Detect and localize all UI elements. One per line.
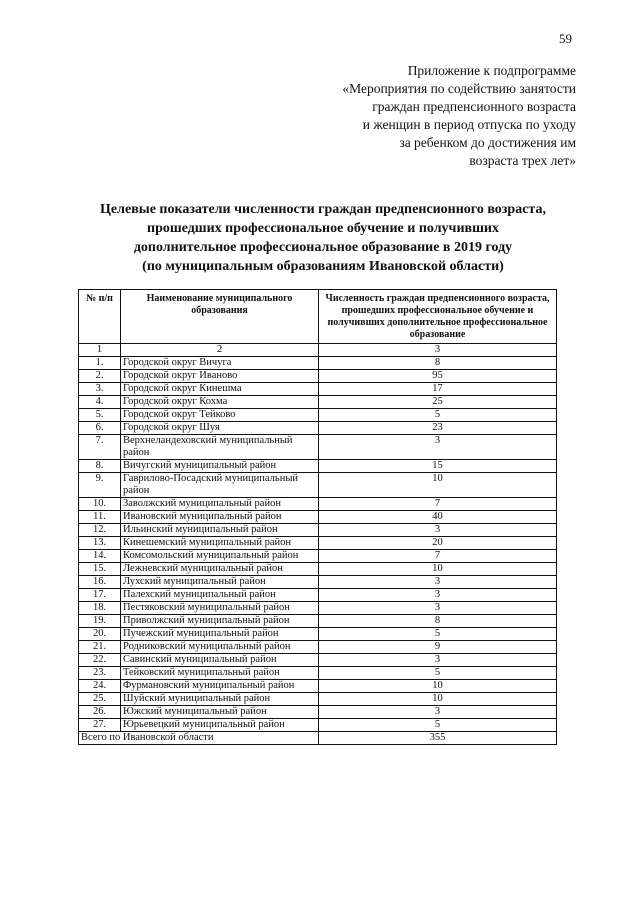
column-number: 2 (121, 344, 319, 357)
appendix-line: граждан предпенсионного возраста (372, 99, 576, 114)
row-municipality: Заволжский муниципальный район (121, 498, 319, 511)
row-municipality: Лухский муниципальный район (121, 576, 319, 589)
table-row (79, 422, 557, 435)
page-number: 59 (559, 31, 572, 46)
title-line: Целевые показатели численности граждан предпенсионного возраста, (100, 202, 546, 217)
table-row (79, 693, 557, 706)
table-row (79, 396, 557, 409)
row-municipality: Городской округ Кохма (121, 396, 319, 409)
row-number: 24. (79, 680, 121, 693)
indicators-table (78, 289, 557, 745)
row-municipality: Ильинский муниципальный район (121, 524, 319, 537)
table-body (79, 344, 557, 732)
column-number-row (79, 344, 557, 357)
row-number: 15. (79, 563, 121, 576)
row-value: 8 (319, 357, 557, 370)
column-number: 3 (319, 344, 557, 357)
row-number: 17. (79, 589, 121, 602)
row-municipality: Кинешемский муниципальный район (121, 537, 319, 550)
row-municipality: Тейковский муниципальный район (121, 667, 319, 680)
row-number: 11. (79, 511, 121, 524)
row-number: 16. (79, 576, 121, 589)
row-number: 13. (79, 537, 121, 550)
header-name: Наименование муниципального образования (121, 290, 319, 344)
row-municipality: Городской округ Кинешма (121, 383, 319, 396)
row-value: 10 (319, 680, 557, 693)
total-value: 355 (319, 732, 557, 745)
row-municipality: Городской округ Иваново (121, 370, 319, 383)
appendix-line: за ребенком до достижения им (399, 135, 576, 150)
table-row (79, 357, 557, 370)
table-row (79, 602, 557, 615)
title-line: (по муниципальным образованиям Ивановской области) (142, 259, 504, 274)
row-municipality: Вичугский муниципальный район (121, 460, 319, 473)
table-row (79, 498, 557, 511)
column-number: 1 (79, 344, 121, 357)
table-row (79, 524, 557, 537)
table-header-row (79, 290, 557, 344)
row-municipality: Комсомольский муниципальный район (121, 550, 319, 563)
row-number: 23. (79, 667, 121, 680)
row-value: 7 (319, 550, 557, 563)
row-value: 15 (319, 460, 557, 473)
table-row (79, 628, 557, 641)
row-value: 5 (319, 628, 557, 641)
row-value: 17 (319, 383, 557, 396)
row-number: 6. (79, 422, 121, 435)
table-row (79, 641, 557, 654)
total-label: Всего по Ивановской области (79, 732, 319, 745)
row-value: 20 (319, 537, 557, 550)
row-municipality: Городской округ Тейково (121, 409, 319, 422)
appendix-reference (256, 62, 576, 170)
row-value: 3 (319, 706, 557, 719)
row-municipality: Пучежский муниципальный район (121, 628, 319, 641)
appendix-line: Приложение к подпрограмме (407, 63, 576, 78)
row-municipality: Гаврилово-Посадский муниципальный район (121, 473, 319, 498)
table-row (79, 615, 557, 628)
row-value: 40 (319, 511, 557, 524)
row-municipality: Верхнеландеховский муниципальный район (121, 435, 319, 460)
total-row (79, 732, 557, 745)
table-row (79, 563, 557, 576)
row-number: 2. (79, 370, 121, 383)
row-municipality: Приволжский муниципальный район (121, 615, 319, 628)
row-value: 95 (319, 370, 557, 383)
row-value: 3 (319, 589, 557, 602)
row-municipality: Шуйский муниципальный район (121, 693, 319, 706)
row-value: 3 (319, 654, 557, 667)
table-row (79, 370, 557, 383)
table-row (79, 460, 557, 473)
row-number: 27. (79, 719, 121, 732)
row-value: 10 (319, 473, 557, 498)
row-municipality: Городской округ Шуя (121, 422, 319, 435)
row-municipality: Палехский муниципальный район (121, 589, 319, 602)
appendix-line: возраста трех лет» (469, 153, 576, 168)
title-line: дополнительное профессиональное образование в 2019 году (133, 240, 513, 255)
row-municipality: Родниковский муниципальный район (121, 641, 319, 654)
row-value: 25 (319, 396, 557, 409)
title-line: прошедших профессиональное обучение и получивших (147, 221, 499, 236)
table-row (79, 409, 557, 422)
row-number: 18. (79, 602, 121, 615)
row-number: 7. (79, 435, 121, 460)
table-row (79, 473, 557, 498)
table-row (79, 680, 557, 693)
row-number: 19. (79, 615, 121, 628)
row-value: 3 (319, 524, 557, 537)
row-number: 10. (79, 498, 121, 511)
table-row (79, 654, 557, 667)
table-row (79, 576, 557, 589)
row-municipality: Пестяковский муниципальный район (121, 602, 319, 615)
header-num: № п/п (79, 290, 121, 344)
row-number: 25. (79, 693, 121, 706)
row-municipality: Фурмановский муниципальный район (121, 680, 319, 693)
table-row (79, 383, 557, 396)
row-number: 20. (79, 628, 121, 641)
row-value: 10 (319, 563, 557, 576)
row-value: 3 (319, 576, 557, 589)
row-value: 3 (319, 602, 557, 615)
row-number: 22. (79, 654, 121, 667)
row-value: 5 (319, 719, 557, 732)
row-municipality: Городской округ Вичуга (121, 357, 319, 370)
row-value: 5 (319, 409, 557, 422)
table-row (79, 537, 557, 550)
row-number: 5. (79, 409, 121, 422)
document-title (80, 200, 566, 276)
header-value: Численность граждан предпенсионного возраста, прошедших профессиональное обучение и получивших дополнительное профессиональное образование (319, 290, 557, 344)
row-municipality: Лежневский муниципальный район (121, 563, 319, 576)
row-municipality: Ивановский муниципальный район (121, 511, 319, 524)
row-value: 9 (319, 641, 557, 654)
table-row (79, 435, 557, 460)
row-municipality: Юрьевецкий муниципальный район (121, 719, 319, 732)
row-value: 3 (319, 435, 557, 460)
row-number: 4. (79, 396, 121, 409)
row-number: 26. (79, 706, 121, 719)
row-number: 3. (79, 383, 121, 396)
appendix-line: «Мероприятия по содействию занятости (342, 81, 576, 96)
row-value: 7 (319, 498, 557, 511)
row-value: 8 (319, 615, 557, 628)
row-number: 9. (79, 473, 121, 498)
table-row (79, 589, 557, 602)
row-number: 8. (79, 460, 121, 473)
table-row (79, 667, 557, 680)
row-number: 12. (79, 524, 121, 537)
row-value: 23 (319, 422, 557, 435)
table-row (79, 706, 557, 719)
appendix-line: и женщин в период отпуска по уходу (362, 117, 576, 132)
row-value: 10 (319, 693, 557, 706)
row-value: 5 (319, 667, 557, 680)
row-number: 1. (79, 357, 121, 370)
row-municipality: Южский муниципальный район (121, 706, 319, 719)
row-number: 21. (79, 641, 121, 654)
table-row (79, 511, 557, 524)
row-number: 14. (79, 550, 121, 563)
table-row (79, 550, 557, 563)
table-row (79, 719, 557, 732)
row-municipality: Савинский муниципальный район (121, 654, 319, 667)
